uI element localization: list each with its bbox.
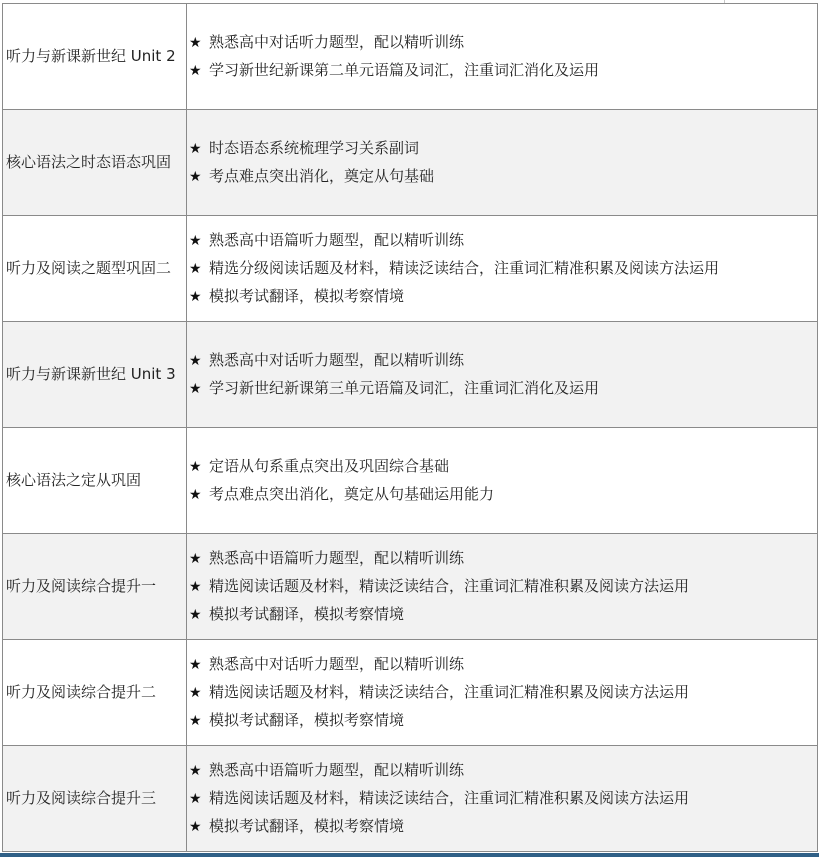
- bottom-accent-bar: [0, 853, 819, 857]
- course-details: [187, 640, 818, 746]
- point-text: 精选阅读话题及材料，精读泛读结合，注重词汇精准积累及阅读方法运用: [209, 682, 690, 701]
- point-text: 熟悉高中对话听力题型，配以精听训练: [209, 654, 465, 673]
- table-row: [3, 322, 818, 428]
- list-item: [189, 573, 815, 601]
- list-item: [189, 813, 815, 841]
- list-item: [189, 227, 815, 255]
- point-text: 定语从句系重点突出及巩固综合基础: [209, 456, 450, 475]
- course-details: [187, 216, 818, 322]
- course-schedule-table: [2, 3, 818, 852]
- star-bullet-icon: ★: [189, 486, 202, 503]
- point-text: 精选分级阅读话题及材料，精读泛读结合，注重词汇精准积累及阅读方法运用: [209, 258, 720, 277]
- star-bullet-icon: ★: [189, 34, 202, 51]
- star-bullet-icon: ★: [189, 550, 202, 567]
- table-row: [3, 4, 818, 110]
- list-item: [189, 785, 815, 813]
- star-bullet-icon: ★: [189, 656, 202, 673]
- star-bullet-icon: ★: [189, 762, 202, 779]
- course-topic: 听力及阅读综合提升二: [3, 640, 187, 746]
- list-item: [189, 679, 815, 707]
- star-bullet-icon: ★: [189, 606, 202, 623]
- list-item: [189, 347, 815, 375]
- point-text: 熟悉高中语篇听力题型，配以精听训练: [209, 760, 465, 779]
- list-item: [189, 283, 815, 311]
- table-row: [3, 216, 818, 322]
- course-topic: 听力及阅读之题型巩固二: [3, 216, 187, 322]
- star-bullet-icon: ★: [189, 352, 202, 369]
- star-bullet-icon: ★: [189, 232, 202, 249]
- table-row: [3, 746, 818, 852]
- star-bullet-icon: ★: [189, 790, 202, 807]
- list-item: [189, 453, 815, 481]
- star-bullet-icon: ★: [189, 578, 202, 595]
- point-text: 时态语态系统梳理学习关系副词: [209, 138, 420, 157]
- point-text: 精选阅读话题及材料，精读泛读结合，注重词汇精准积累及阅读方法运用: [209, 788, 690, 807]
- course-topic: 核心语法之时态语态巩固: [3, 110, 187, 216]
- point-text: 熟悉高中语篇听力题型，配以精听训练: [209, 230, 465, 249]
- course-topic: 核心语法之定从巩固: [3, 428, 187, 534]
- table-row: [3, 428, 818, 534]
- course-details: [187, 746, 818, 852]
- list-item: [189, 163, 815, 191]
- table-body: [3, 4, 818, 852]
- star-bullet-icon: ★: [189, 712, 202, 729]
- star-bullet-icon: ★: [189, 62, 202, 79]
- list-item: [189, 135, 815, 163]
- point-text: 熟悉高中对话听力题型，配以精听训练: [209, 350, 465, 369]
- star-bullet-icon: ★: [189, 288, 202, 305]
- course-topic: 听力与新课新世纪 Unit 3: [3, 322, 187, 428]
- star-bullet-icon: ★: [189, 380, 202, 397]
- list-item: [189, 255, 815, 283]
- list-item: [189, 57, 815, 85]
- course-topic: 听力与新课新世纪 Unit 2: [3, 4, 187, 110]
- course-details: [187, 428, 818, 534]
- table-row: [3, 534, 818, 640]
- course-details: [187, 110, 818, 216]
- list-item: [189, 29, 815, 57]
- list-item: [189, 375, 815, 403]
- star-bullet-icon: ★: [189, 684, 202, 701]
- point-text: 考点难点突出消化，奠定从句基础运用能力: [209, 484, 495, 503]
- list-item: [189, 757, 815, 785]
- star-bullet-icon: ★: [189, 168, 202, 185]
- star-bullet-icon: ★: [189, 260, 202, 277]
- course-topic: 听力及阅读综合提升三: [3, 746, 187, 852]
- point-text: 熟悉高中对话听力题型，配以精听训练: [209, 32, 465, 51]
- point-text: 熟悉高中语篇听力题型，配以精听训练: [209, 548, 465, 567]
- star-bullet-icon: ★: [189, 818, 202, 835]
- list-item: [189, 481, 815, 509]
- point-text: 模拟考试翻译，模拟考察情境: [209, 604, 405, 623]
- table-row: [3, 110, 818, 216]
- list-item: [189, 601, 815, 629]
- course-details: [187, 322, 818, 428]
- point-text: 模拟考试翻译，模拟考察情境: [209, 710, 405, 729]
- table-row: [3, 640, 818, 746]
- point-text: 模拟考试翻译，模拟考察情境: [209, 816, 405, 835]
- course-details: [187, 4, 818, 110]
- point-text: 考点难点突出消化，奠定从句基础: [209, 166, 435, 185]
- list-item: [189, 707, 815, 735]
- point-text: 学习新世纪新课第二单元语篇及词汇，注重词汇消化及运用: [209, 60, 600, 79]
- course-details: [187, 534, 818, 640]
- point-text: 模拟考试翻译，模拟考察情境: [209, 286, 405, 305]
- star-bullet-icon: ★: [189, 140, 202, 157]
- star-bullet-icon: ★: [189, 458, 202, 475]
- course-topic: 听力及阅读综合提升一: [3, 534, 187, 640]
- list-item: [189, 651, 815, 679]
- point-text: 学习新世纪新课第三单元语篇及词汇，注重词汇消化及运用: [209, 378, 600, 397]
- list-item: [189, 545, 815, 573]
- point-text: 精选阅读话题及材料，精读泛读结合，注重词汇精准积累及阅读方法运用: [209, 576, 690, 595]
